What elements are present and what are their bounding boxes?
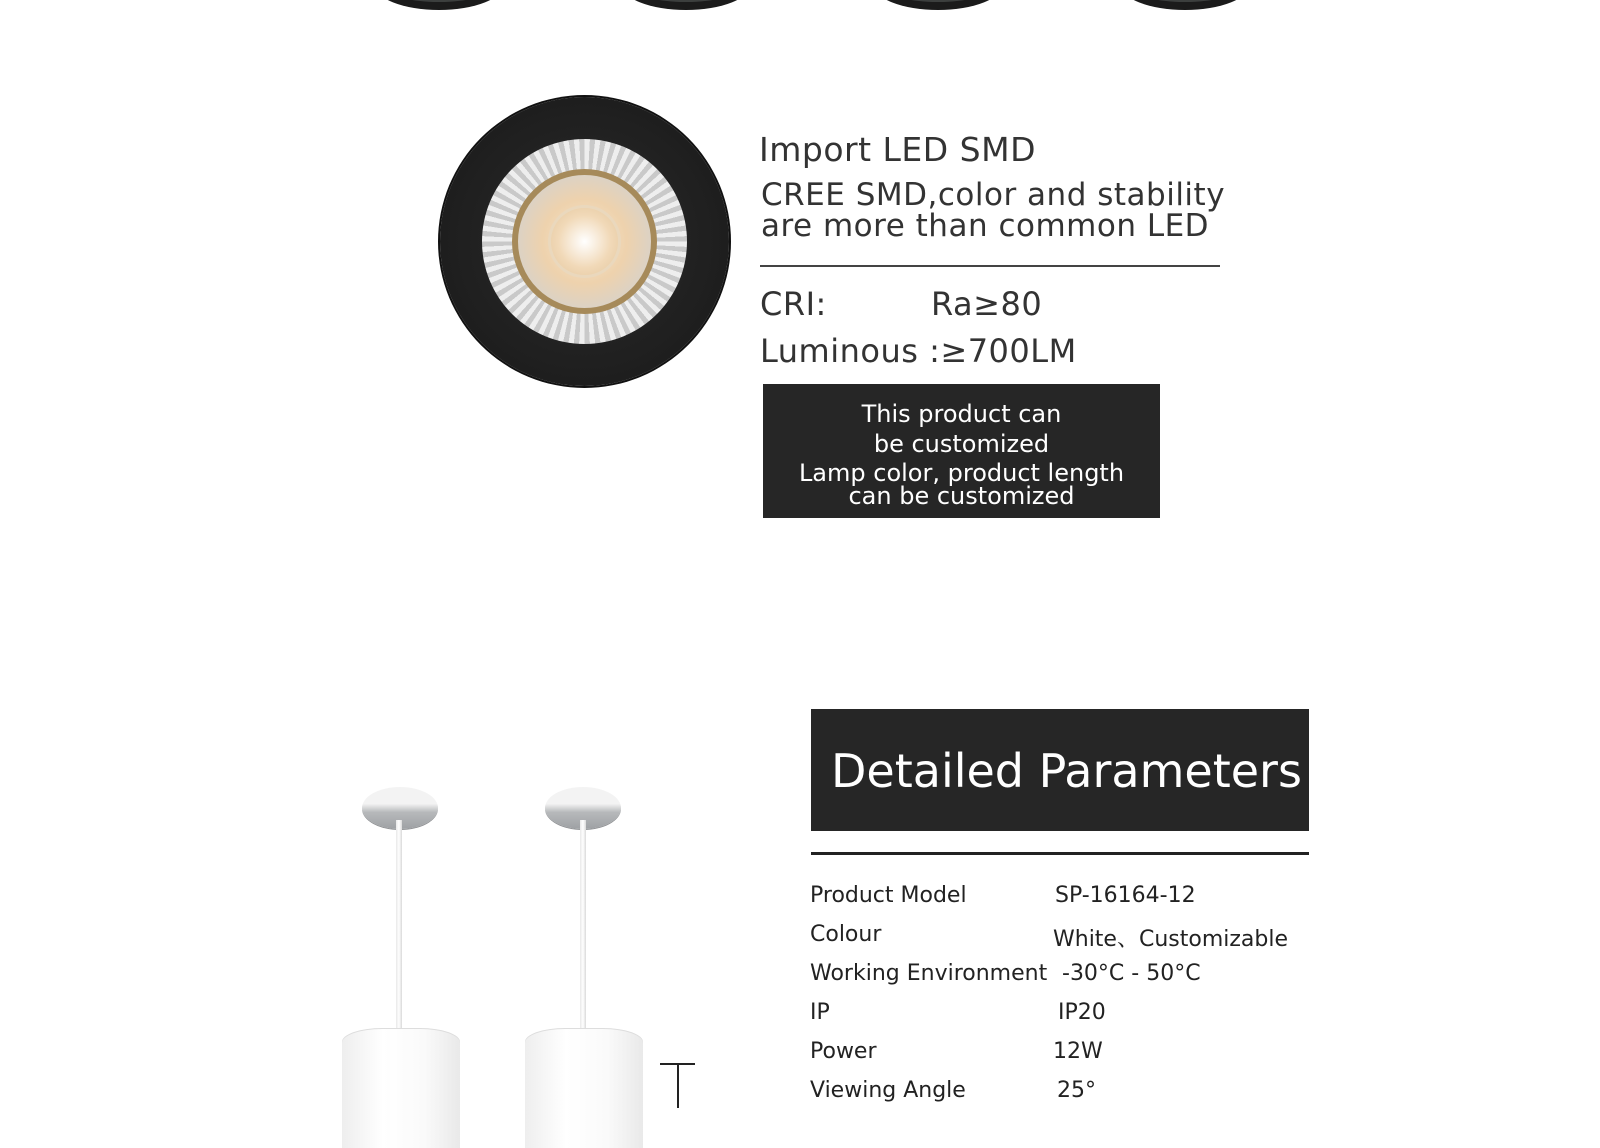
param-value: SP-16164-12 bbox=[1055, 883, 1196, 908]
param-row bbox=[810, 883, 1330, 913]
luminous-label: Luminous : bbox=[760, 332, 941, 370]
pendant-stem bbox=[580, 820, 586, 1028]
customization-notice bbox=[763, 384, 1160, 518]
param-value: White、Customizable bbox=[1053, 927, 1289, 952]
lamp-image-black-1 bbox=[374, 0, 504, 10]
led-cob-ring bbox=[512, 169, 657, 314]
param-value: 12W bbox=[1053, 1039, 1103, 1064]
luminous-spec bbox=[760, 332, 1077, 370]
luminous-value: ≥700LM bbox=[940, 332, 1077, 370]
param-label: Power bbox=[810, 1039, 877, 1064]
param-label: Colour bbox=[810, 922, 882, 947]
dimension-line-vertical bbox=[677, 1063, 679, 1108]
custom-line4: can be customized bbox=[848, 482, 1075, 510]
param-value: IP20 bbox=[1058, 1000, 1106, 1025]
cri-spec bbox=[760, 285, 1043, 323]
param-label: Working Environment bbox=[810, 961, 1048, 986]
param-row bbox=[810, 1000, 1330, 1030]
lamp-image-black-3 bbox=[873, 0, 1003, 10]
feature-description-line2: are more than common LED bbox=[761, 208, 1210, 244]
cri-value: Ra≥80 bbox=[931, 285, 1043, 323]
custom-line1: This product can bbox=[861, 400, 1062, 428]
param-label: Viewing Angle bbox=[810, 1078, 966, 1103]
pendant-shade bbox=[525, 1028, 643, 1148]
feature-description-line1: CREE SMD,color and stability bbox=[761, 177, 1226, 213]
feature-description bbox=[761, 177, 1281, 244]
cri-label: CRI: bbox=[760, 285, 827, 323]
pendant-stem bbox=[396, 820, 402, 1028]
led-lamp-image bbox=[440, 97, 729, 386]
pendant-shade bbox=[342, 1028, 460, 1148]
feature-title: Import LED SMD bbox=[759, 130, 1036, 169]
param-row bbox=[810, 1039, 1330, 1069]
lamp-image-black-4 bbox=[1120, 0, 1250, 10]
lamp-image-black-2 bbox=[621, 0, 751, 10]
param-row bbox=[810, 961, 1330, 991]
parameters-header bbox=[811, 709, 1309, 831]
parameters-divider bbox=[811, 852, 1309, 855]
led-reflector bbox=[482, 139, 687, 344]
parameters-title: Detailed Parameters bbox=[831, 744, 1302, 798]
feature-divider bbox=[760, 265, 1220, 267]
param-value: 25° bbox=[1057, 1078, 1096, 1103]
param-row bbox=[810, 922, 1330, 952]
param-label: Product Model bbox=[810, 883, 967, 908]
param-value: -30°C - 50°C bbox=[1062, 961, 1201, 986]
custom-line3: Lamp color, product length bbox=[798, 459, 1125, 487]
param-row bbox=[810, 1078, 1330, 1108]
param-label: IP bbox=[810, 1000, 830, 1025]
custom-line2: be customized bbox=[873, 430, 1050, 458]
led-chip bbox=[551, 208, 618, 275]
